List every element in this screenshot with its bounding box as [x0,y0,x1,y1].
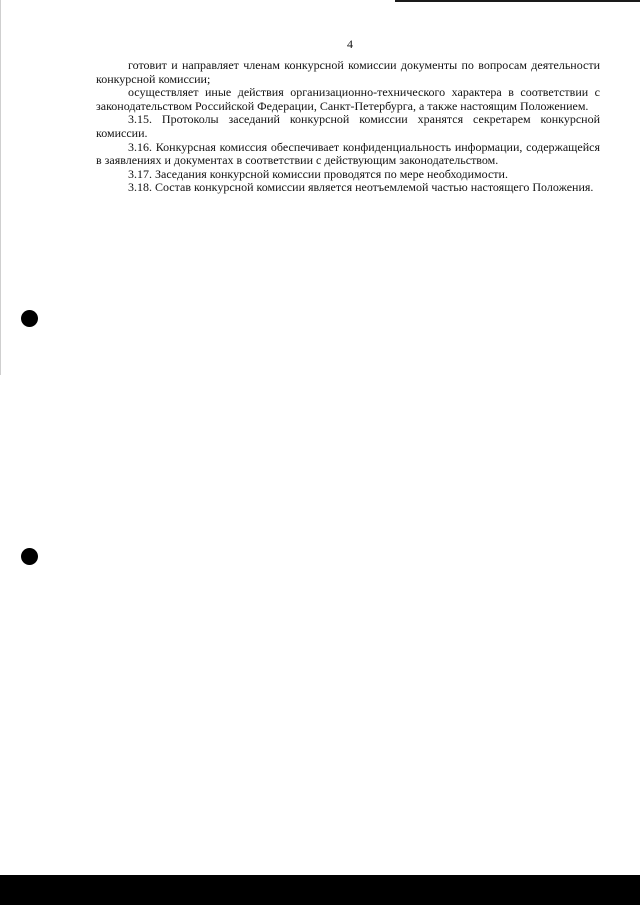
document-body [96,59,600,195]
scan-left-edge [0,0,1,375]
paragraph: 3.16. Конкурсная комиссия обеспечивает конфиденциальность информации, содержащейся в заявлениях и документах в соответствии с действующим законодательством. [96,139,600,168]
punch-hole-mark [21,548,38,565]
paragraph: 3.17. Заседания конкурсной комиссии проводятся по мере необходимости. [128,166,508,181]
punch-hole-mark [21,310,38,327]
paragraph: готовит и направляет членам конкурсной комиссии документы по вопросам деятельности конкурсной комиссии; [96,58,600,86]
paragraph: 3.15. Протоколы заседаний конкурсной комиссии хранятся секретарем конкурсной комиссии. [96,112,600,140]
scan-top-edge [395,0,640,2]
page-number: 4 [347,37,353,51]
scan-bottom-edge [0,875,640,905]
paragraph: осуществляет иные действия организационно-технического характера в соответствии с законодательством Российской Федерации, Санкт-Петербурга, а также настоящим Положением. [96,85,600,113]
paragraph: 3.18. Состав конкурсной комиссии является неотъемлемой частью настоящего Положения. [128,180,594,195]
